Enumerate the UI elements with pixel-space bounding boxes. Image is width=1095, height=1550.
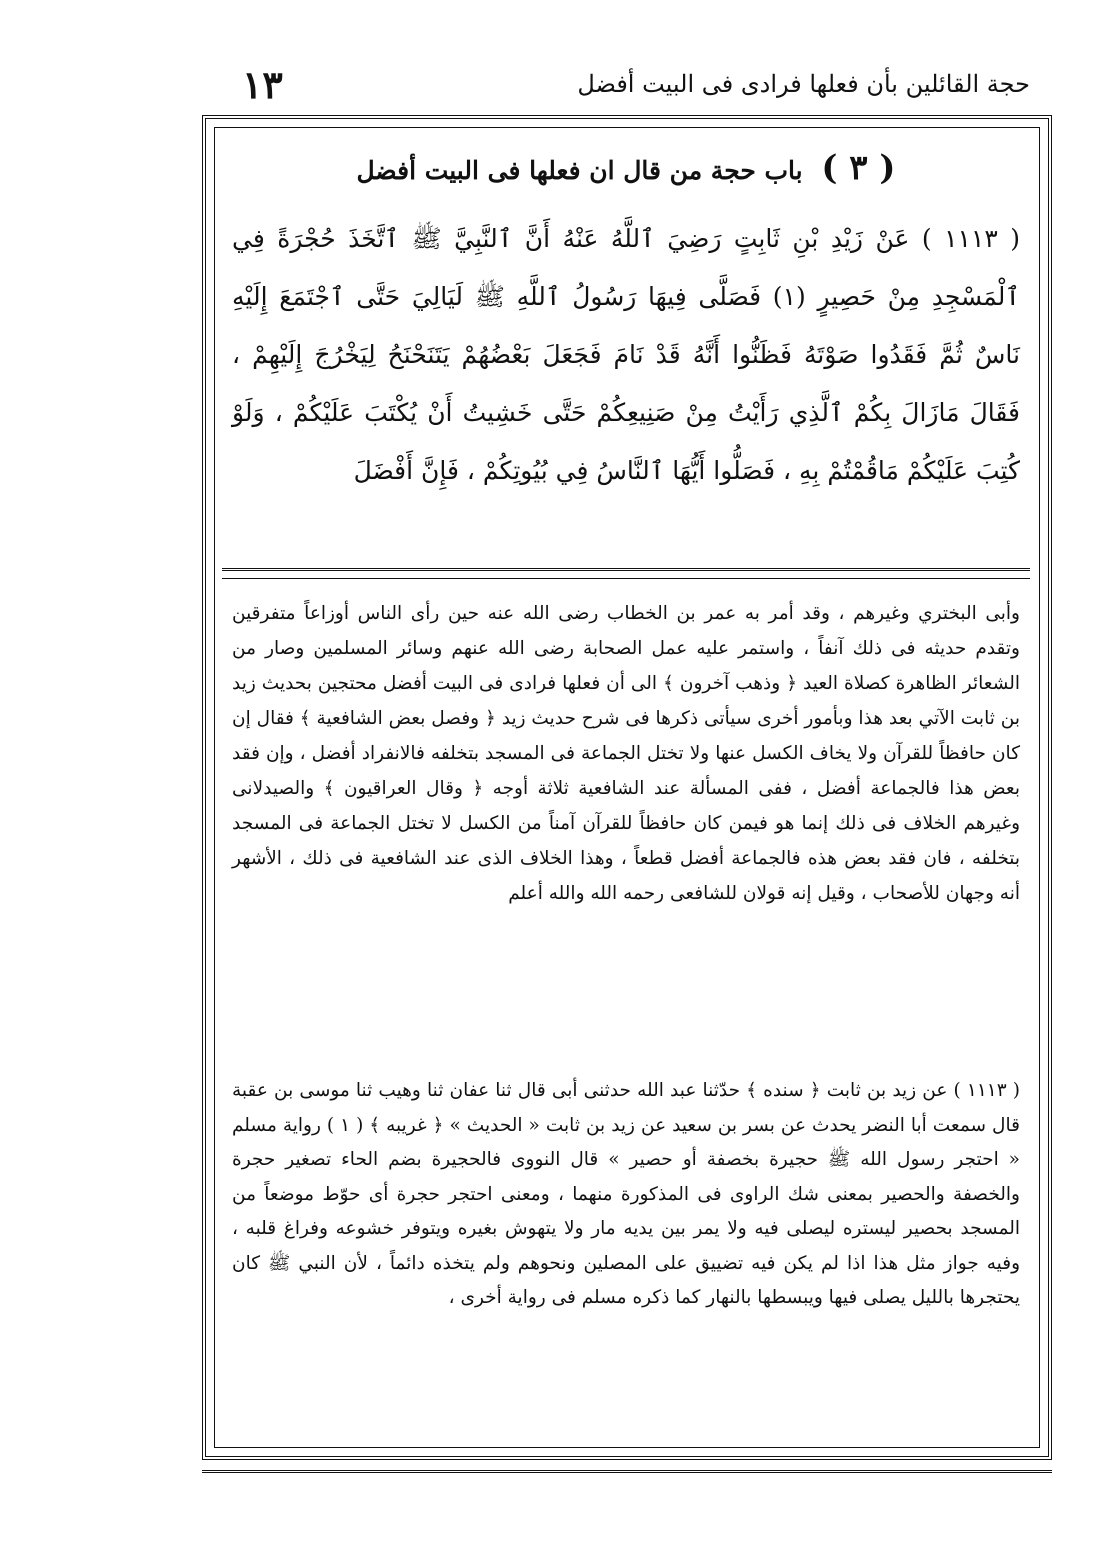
chapter-number: ( ٣ ) xyxy=(821,148,896,188)
running-title: حجة القائلين بأن فعلها فرادى فى البيت أفضل xyxy=(577,70,1030,98)
page-header xyxy=(200,60,1060,110)
commentary-block-2 xyxy=(232,1074,1020,1316)
chapter-title: باب حجة من قال ان فعلها فى البيت أفضل xyxy=(356,156,803,185)
section-divider xyxy=(222,568,1030,571)
hadith-text: ( ١١١٣ ) عَنْ زَيْدِ بْنِ ثَابِتٍ رَضِيَ ٱللَّهُ عَنْهُ أَنَّ ٱلنَّبِيَّ ﷺ ٱتَّخَذَ حُجْرَةً فِي ٱلْمَسْجِدِ مِنْ حَصِيرٍ (١) فَصَلَّى فِيهَا رَسُولُ ٱللَّهِ ﷺ لَيَالِيَ حَتَّى ٱجْتَمَعَ إِلَيْهِ نَاسٌ ثُمَّ فَقَدُوا صَوْتَهُ فَظَنُّوا أَنَّهُ قَدْ نَامَ فَجَعَلَ بَعْضُهُمْ يَتَنَحْنَحُ لِيَخْرُجَ إِلَيْهِمْ ، فَقَالَ مَازَالَ بِكُمْ ٱلَّذِي رَأَيْتُ مِنْ صَنِيعِكُمْ حَتَّى خَشِيتُ أَنْ يُكْتَبَ عَلَيْكُمْ ، وَلَوْ كُتِبَ عَلَيْكُمْ مَاقُمْتُمْ بِهِ ، فَصَلُّوا أَيُّهَا ٱلنَّاسُ فِي بُيُوتِكُمْ ، فَإِنَّ أَفْضَلَ xyxy=(232,224,1021,485)
chapter-heading xyxy=(222,148,1030,188)
hadith-text-block xyxy=(232,210,1020,500)
page-number: ١٣ xyxy=(242,62,283,107)
commentary-paragraph: وأبى البختري وغيرهم ، وقد أمر به عمر بن الخطاب رضى الله عنه حين رأى الناس أوزاعاً متفرقين وتقدم حديثه فى ذلك آنفاً ، واستمر عليه عمل الصحابة رضى الله عنهم وسائر المسلمين وصار من الشعائر الظاهرة كصلاة العيد ﴿ وذهب آخرون ﴾ الى أن فعلها فرادى فى البيت أفضل محتجين بحديث زيد بن ثابت الآتي بعد هذا وبأمور أخرى سيأتى ذكرها فى شرح حديث زيد ﴿ وفصل بعض الشافعية ﴾ فقال إن كان حافظاً للقرآن ولا يخاف الكسل عنها ولا تختل الجماعة فى المسجد بتخلفه فالانفراد أفضل ، وإن فقد بعض هذا فالجماعة أفضل ، ففى المسألة عند الشافعية ثلاثة أوجه ﴿ وقال العراقيون ﴾ والصيدلانى وغيرهم الخلاف فى ذلك إنما هو فيمن كان حافظاً للقرآن آمناً من الكسل لا تختل الجماعة فى المسجد بتخلفه ، فان فقد بعض هذه فالجماعة أفضل قطعاً ، وهذا الخلاف الذى عند الشافعية فى ذلك ، الأشهر أنه وجهان للأصحاب ، وقيل إنه قولان للشافعى رحمه الله والله أعلم xyxy=(232,603,1020,904)
section-divider-thin xyxy=(222,578,1030,579)
commentary-block xyxy=(232,596,1020,911)
bottom-rule xyxy=(202,1470,1052,1473)
commentary-paragraph-2: ( ١١١٣ ) عن زيد بن ثابت ﴿ سنده ﴾ حدّثنا عبد الله حدثنى أبى قال ثنا عفان ثنا وهيب ثنا موسى بن عقبة قال سمعت أبا النضر يحدث عن بسر بن سعيد عن زيد بن ثابت « الحديث » ﴿ غريبه ﴾ ( ١ ) رواية مسلم « احتجر رسول الله ﷺ حجيرة بخصفة أو حصير » قال النووى فالحجيرة بضم الحاء تصغير حجرة والخصفة والحصير بمعنى شك الراوى فى المذكورة منهما ، ومعنى احتجر حجرة أى حوّط موضعاً من المسجد بحصير ليستره ليصلى فيه ولا يمر بين يديه مار ولا يتهوش بغيره ويتوفر خشوعه وفراغ قلبه ، وفيه جواز مثل هذا اذا لم يكن فيه تضييق على المصلين ونحوهم ولم يتخذه دائماً ، لأن النبي ﷺ كان يحتجرها بالليل يصلى فيها ويبسطها بالنهار كما ذكره مسلم فى رواية أخرى ، xyxy=(232,1080,1020,1308)
